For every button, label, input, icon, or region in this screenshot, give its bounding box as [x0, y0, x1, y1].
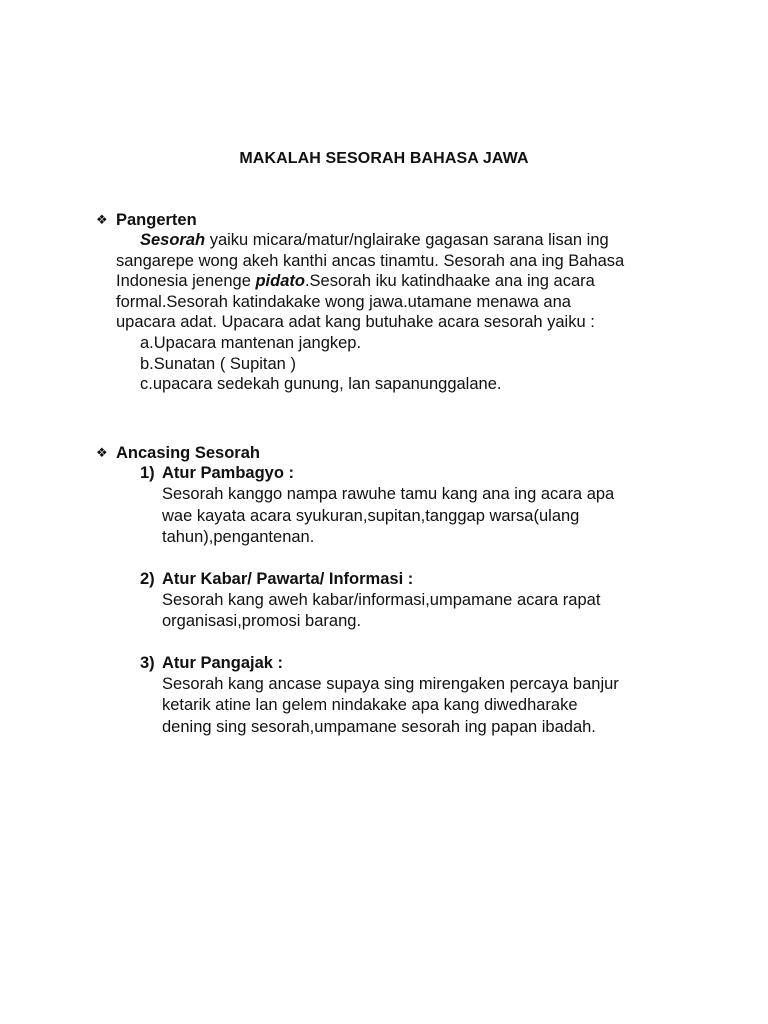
diamond-bullet-icon: ❖ — [96, 212, 108, 227]
item-title: Atur Pangajak : — [162, 653, 284, 672]
section-heading — [96, 443, 696, 463]
section-heading — [96, 210, 696, 230]
item-description: Sesorah kanggo nampa rawuhe tamu kang ana ing acara apa wae kayata acara syukuran,supitan,tanggap warsa(ulang tahun),pengantenan. — [162, 485, 615, 546]
numbered-item-heading — [140, 653, 696, 674]
diamond-bullet-icon: ❖ — [96, 445, 108, 460]
paragraph-line: upacara adat. Upacara adat kang butuhake acara sesorah yaiku : — [116, 313, 595, 332]
item-description: Sesorah kang aweh kabar/informasi,umpamane acara rapat organisasi,promosi barang. — [162, 590, 601, 630]
section-ancasing-sesorah — [96, 443, 696, 738]
paragraph-line: formal.Sesorah katindakake wong jawa.utamane menawa ana — [116, 292, 571, 311]
paragraph-line: Indonesia jenenge pidato.Sesorah iku katindhaake ana ing acara — [116, 272, 595, 291]
paragraph-line: sangarepe wong akeh kanthi ancas tinamtu. Sesorah ana ing Bahasa — [116, 251, 625, 270]
numbered-item — [140, 569, 696, 633]
item-number: 1) — [140, 464, 155, 482]
list-item: b.Sunatan ( Supitan ) — [140, 354, 296, 373]
item-description: Sesorah kang ancase supaya sing mirengaken percaya banjur ketarik atine lan gelem nindakake apa kang diwedharake dening sing sesorah,umpamane sesorah ing papan ibadah. — [162, 674, 619, 736]
item-number: 3) — [140, 653, 155, 672]
emphasized-term: Sesorah — [140, 231, 206, 249]
document-title: MAKALAH SESORAH BAHASA JAWA — [239, 150, 529, 167]
numbered-item-heading — [140, 569, 696, 590]
list-item: a.Upacara mantenan jangkep. — [140, 333, 362, 352]
list-item: c.upacara sedekah gunung, lan sapanunggalane. — [140, 375, 502, 394]
section-pangerten — [96, 210, 696, 395]
item-title: Atur Kabar/ Pawarta/ Informasi : — [162, 569, 414, 588]
numbered-item — [140, 463, 696, 549]
numbered-item-heading — [140, 463, 696, 484]
emphasized-term: pidato — [255, 272, 305, 291]
item-number: 2) — [140, 569, 155, 588]
paragraph-line: Sesorah yaiku micara/matur/nglairake gagasan sarana lisan ing — [140, 231, 609, 249]
section-heading-text: Pangerten — [116, 211, 197, 229]
item-title: Atur Pambagyo : — [162, 464, 295, 482]
section-heading-text: Ancasing Sesorah — [116, 444, 260, 462]
numbered-item — [140, 653, 696, 739]
section-body — [116, 230, 696, 395]
